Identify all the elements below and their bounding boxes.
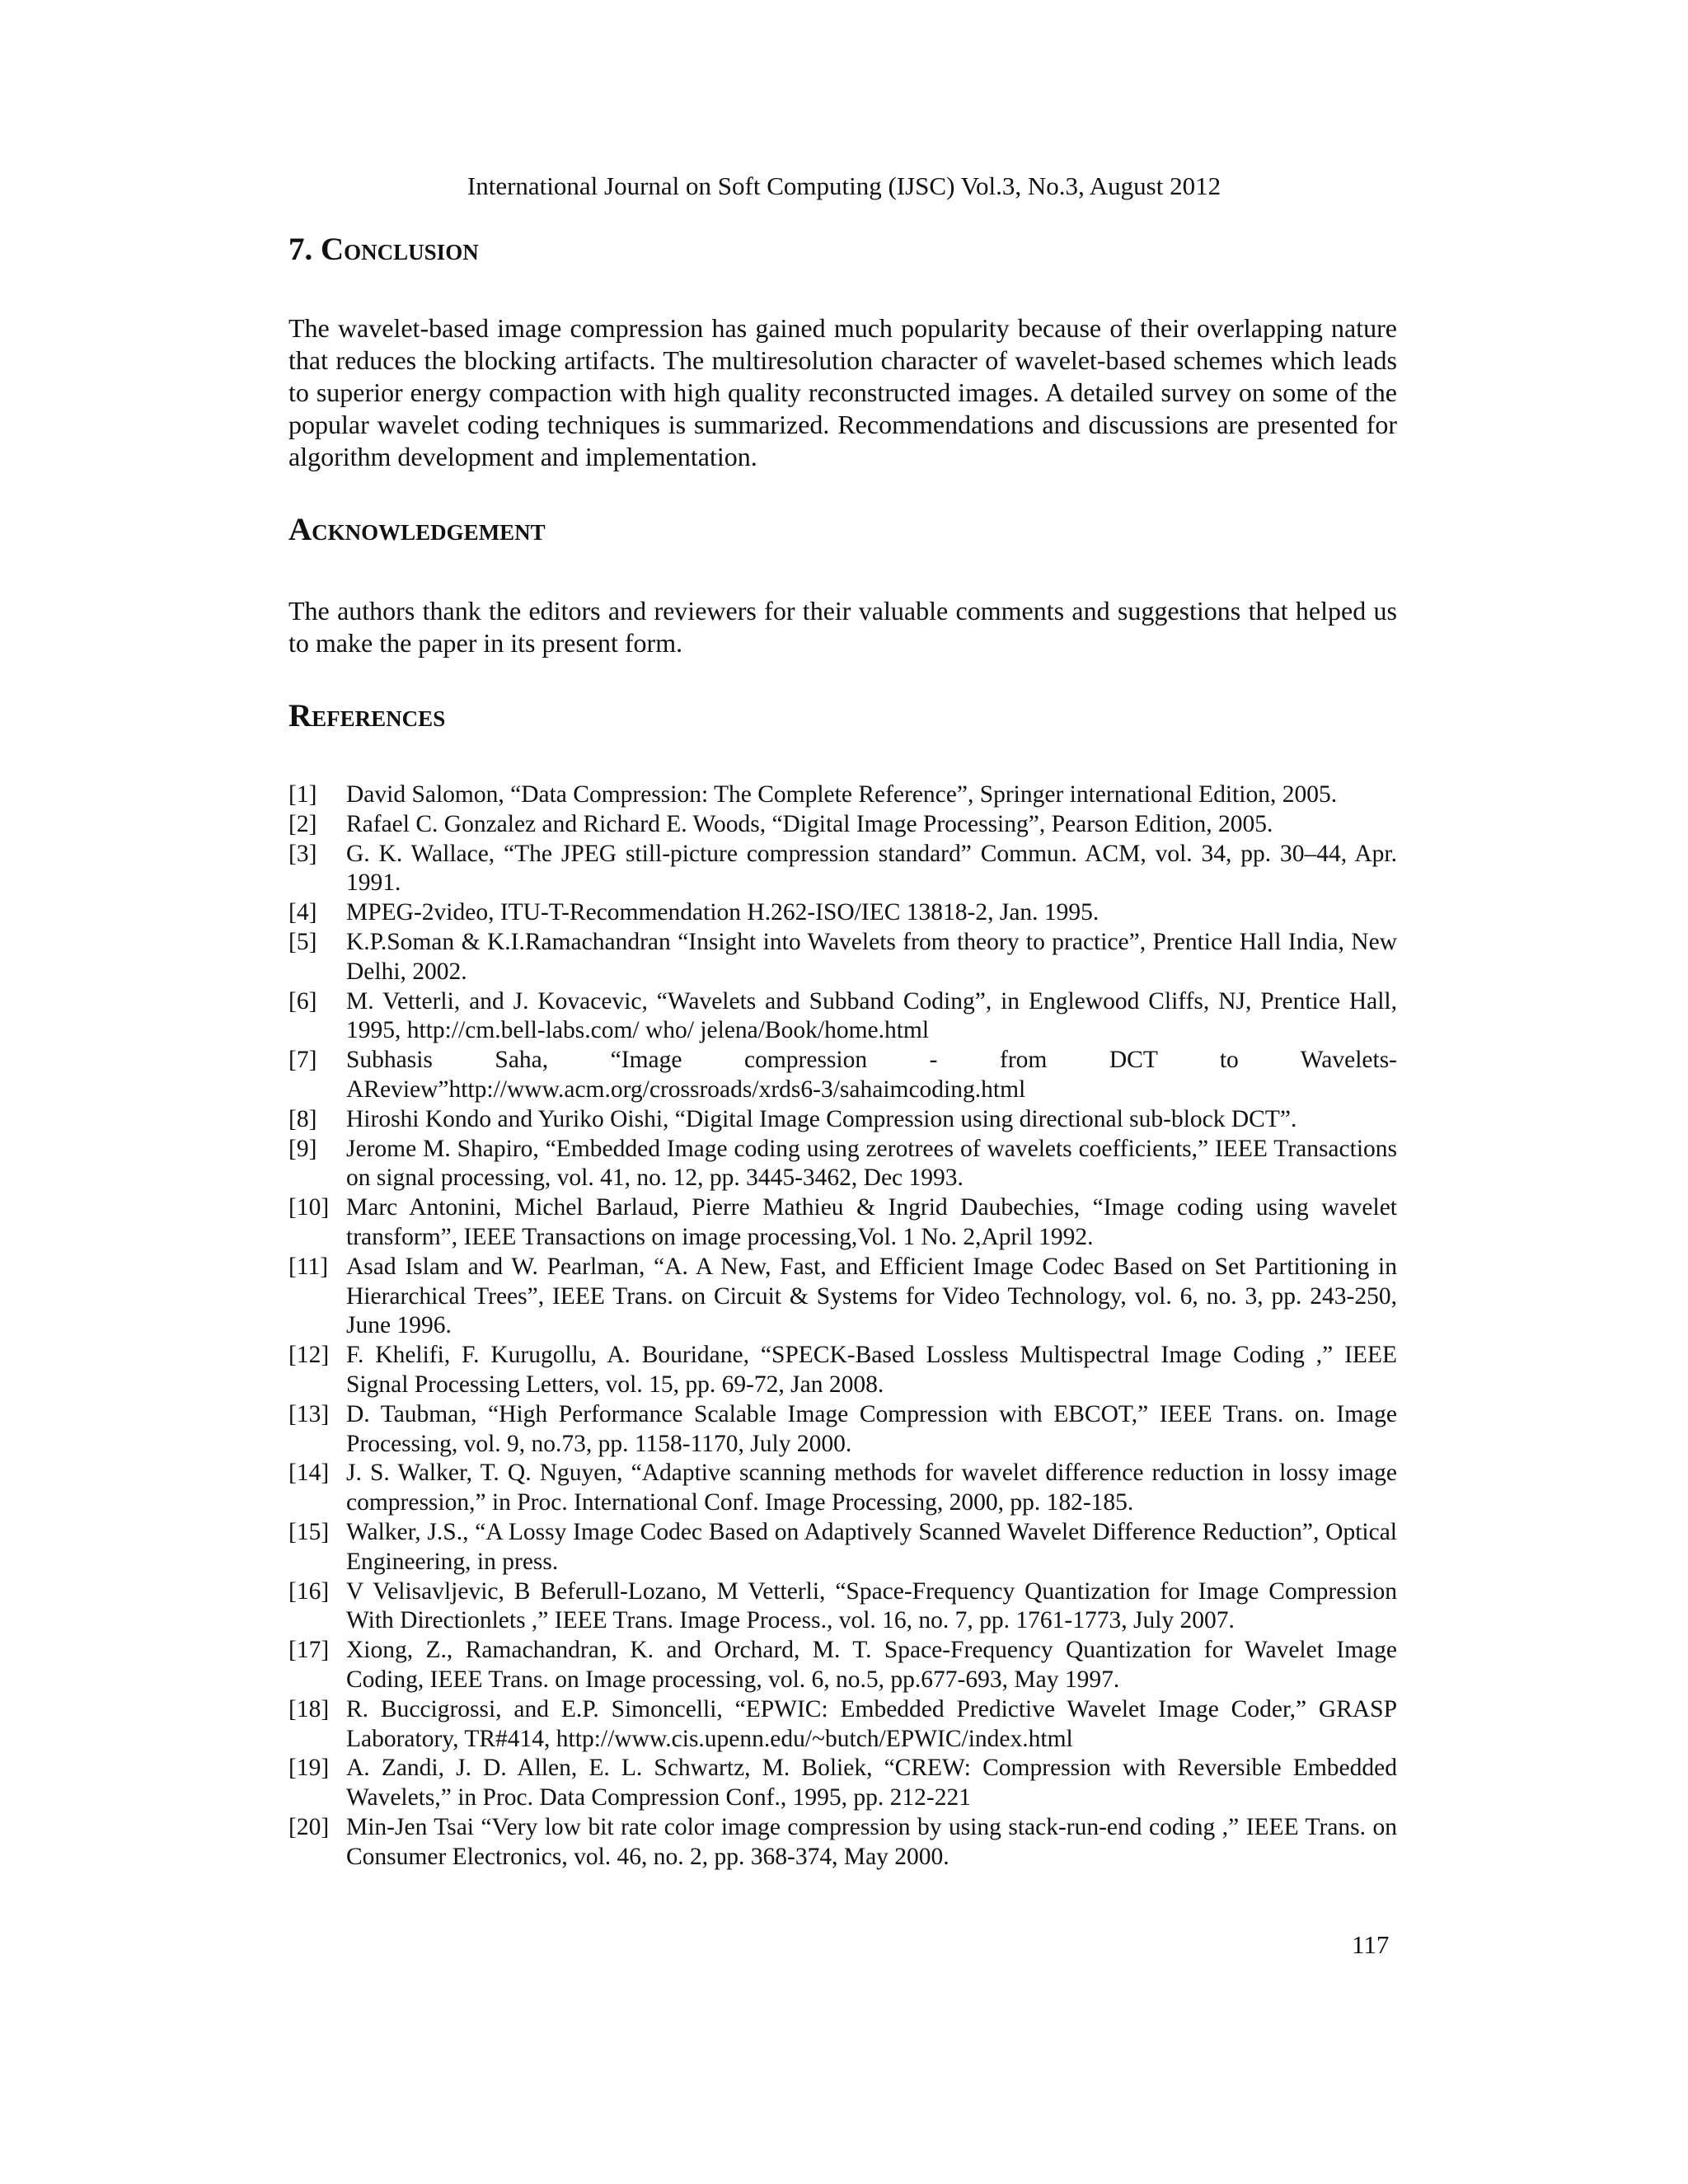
reference-text: Rafael C. Gonzalez and Richard E. Woods, “Digital Image Processing”, Pearson Edition, 2005. [346, 810, 1273, 837]
reference-number: [6] [288, 987, 317, 1015]
reference-item [288, 1105, 1397, 1135]
reference-text: K.P.Soman & K.I.Ramachandran “Insight into Wavelets from theory to practice”, Prentice Hall India, New Delhi, 2002. [346, 928, 1397, 985]
reference-item [288, 1400, 1397, 1460]
reference-number: [14] [288, 1460, 330, 1487]
reference-text: R. Buccigrossi, and E.P. Simoncelli, “EPWIC: Embedded Predictive Wavelet Image Coder,” GRASP Laboratory, TR#414, http://www.cis.upenn.edu/~butch/EPWIC/index.html [346, 1695, 1397, 1752]
reference-text: Hiroshi Kondo and Yuriko Oishi, “Digital Image Compression using directional sub-block DCT”. [346, 1105, 1297, 1132]
reference-text: Xiong, Z., Ramachandran, K. and Orchard, M. T. Space-Frequency Quantization for Wavelet Image Coding, IEEE Trans. on Image processing, vol. 6, no.5, pp.677-693, May 1997. [346, 1637, 1397, 1693]
reference-number: [12] [288, 1342, 330, 1369]
reference-number: [11] [288, 1253, 329, 1280]
reference-number: [2] [288, 810, 317, 837]
reference-item [288, 1459, 1397, 1518]
conclusion-paragraph: The wavelet-based image compression has gained much popularity because of their overlapping nature that reduces the blocking artifacts. The multiresolution character of wavelet-based schemes which leads to superior energy compaction with high quality reconstructed images. A detailed survey on some of the popular wavelet coding techniques is summarized. Recommendations and discussions are presented for algorithm development and implementation. [288, 313, 1397, 471]
page-number: 117 [1352, 1930, 1390, 1959]
page-content [288, 229, 1397, 1872]
reference-number: [5] [288, 928, 317, 955]
reference-text: Walker, J.S., “A Lossy Image Codec Based on Adaptively Scanned Wavelet Difference Reduction”, Optical Engineering, in press. [346, 1518, 1397, 1575]
reference-text: David Salomon, “Data Compression: The Complete Reference”, Springer international Edition, 2005. [346, 781, 1338, 808]
acknowledgement-heading [288, 509, 1397, 551]
acknowledgement-title: Acknowledgement [288, 512, 546, 547]
reference-text: Asad Islam and W. Pearlman, “A. A New, Fast, and Efficient Image Codec Based on Set Partitioning in Hierarchical Trees”, IEEE Trans. on Circuit & Systems for Video Technology, vol. 6, no. 3, pp. 243-250, June 1996. [346, 1253, 1397, 1339]
reference-text: D. Taubman, “High Performance Scalable Image Compression with EBCOT,” IEEE Trans. on. Image Processing, vol. 9, no.73, pp. 1158-1170, July 2000. [346, 1400, 1397, 1457]
reference-number: [3] [288, 840, 317, 867]
reference-text: V Velisavljevic, B Beferull-Lozano, M Vetterli, “Space-Frequency Quantization for Image Compression With Directionlets ,” IEEE Trans. Image Process., vol. 16, no. 7, pp. 1761-1773, July 2007. [346, 1577, 1397, 1634]
reference-item [288, 987, 1397, 1047]
reference-text: M. Vetterli, and J. Kovacevic, “Wavelets and Subband Coding”, in Englewood Cliffs, NJ, Prentice Hall, 1995, http://cm.bell-labs.com/ who/ jelena/Book/home.html [346, 987, 1397, 1044]
reference-number: [17] [288, 1637, 330, 1664]
reference-text: A. Zandi, J. D. Allen, E. L. Schwartz, M. Boliek, “CREW: Compression with Reversible Embedded Wavelets,” in Proc. Data Compression Conf., 1995, pp. 212-221 [346, 1755, 1397, 1811]
reference-text: G. K. Wallace, “The JPEG still-picture compression standard” Commun. ACM, vol. 34, pp. 30–44, Apr. 1991. [346, 840, 1397, 897]
reference-item [288, 1253, 1397, 1341]
references-title: References [288, 698, 446, 733]
reference-text: Jerome M. Shapiro, “Embedded Image coding using zerotrees of wavelets coefficients,” IEEE Transactions on signal processing, vol. 41, no. 12, pp. 3445-3462, Dec 1993. [346, 1135, 1397, 1192]
reference-item [288, 1577, 1397, 1637]
reference-number: [9] [288, 1135, 317, 1162]
reference-number: [8] [288, 1105, 317, 1132]
reference-text: Subhasis Saha, “Image compression - from DCT to Wavelets-AReview”http://www.acm.org/crossroads/xrds6-3/sahaimcoding.html [346, 1047, 1397, 1103]
reference-number: [13] [288, 1400, 330, 1427]
running-header: International Journal on Soft Computing (IJSC) Vol.3, No.3, August 2012 [467, 171, 1221, 200]
reference-item [288, 1636, 1397, 1695]
reference-number: [19] [288, 1755, 330, 1782]
reference-item [288, 1518, 1397, 1577]
reference-text: Marc Antonini, Michel Barlaud, Pierre Mathieu & Ingrid Daubechies, “Image coding using wavelet transform”, IEEE Transactions on image processing,Vol. 1 No. 2,April 1992. [346, 1194, 1397, 1250]
reference-number: [7] [288, 1047, 317, 1074]
reference-item [288, 780, 1397, 810]
reference-text: Min-Jen Tsai “Very low bit rate color image compression by using stack-run-end coding ,” IEEE Trans. on Consumer Electronics, vol. 46, no. 2, pp. 368-374, May 2000. [346, 1813, 1397, 1870]
reference-item [288, 1193, 1397, 1253]
reference-list [288, 780, 1397, 1872]
reference-item [288, 1695, 1397, 1755]
reference-item [288, 1135, 1397, 1194]
section-number: 7. [288, 232, 321, 267]
reference-item [288, 1341, 1397, 1400]
reference-item [288, 928, 1397, 987]
reference-number: [20] [288, 1813, 330, 1840]
reference-text: J. S. Walker, T. Q. Nguyen, “Adaptive scanning methods for wavelet difference reduction in lossy image compression,” in Proc. International Conf. Image Processing, 2000, pp. 182-185. [346, 1460, 1397, 1516]
reference-number: [1] [288, 781, 317, 808]
reference-text: F. Khelifi, F. Kurugollu, A. Bouridane, “SPECK-Based Lossless Multispectral Image Coding ,” IEEE Signal Processing Letters, vol. 15, pp. 69-72, Jan 2008. [346, 1342, 1397, 1398]
reference-number: [18] [288, 1695, 330, 1722]
reference-number: [4] [288, 899, 317, 926]
reference-text: MPEG-2video, ITU-T-Recommendation H.262-ISO/IEC 13818-2, Jan. 1995. [346, 899, 1100, 926]
reference-number: [10] [288, 1194, 330, 1221]
reference-number: [16] [288, 1577, 330, 1605]
references-heading [288, 696, 1397, 737]
conclusion-heading [288, 229, 1397, 270]
reference-number: [15] [288, 1518, 330, 1545]
reference-item [288, 840, 1397, 899]
reference-item [288, 1813, 1397, 1872]
acknowledgement-paragraph: The authors thank the editors and reviewers for their valuable comments and suggestions that helped us to make the paper in its present form. [288, 596, 1397, 658]
conclusion-title: Conclusion [321, 232, 479, 267]
reference-item [288, 1046, 1397, 1105]
reference-item [288, 898, 1397, 928]
reference-item [288, 810, 1397, 840]
reference-item [288, 1754, 1397, 1813]
